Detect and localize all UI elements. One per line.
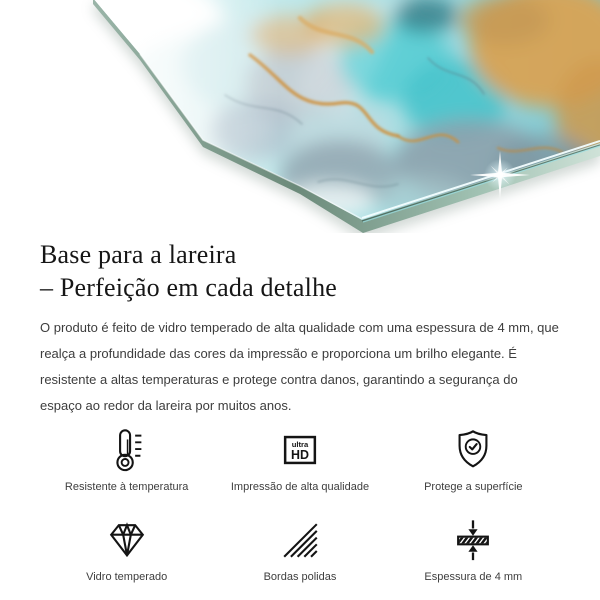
svg-text:ultra: ultra [291, 440, 309, 450]
feature-item-thickness [387, 517, 560, 583]
page-title [40, 238, 560, 304]
thermometer-icon [104, 427, 150, 473]
polished-edges-icon [277, 517, 323, 563]
feature-item-temperature [40, 427, 213, 493]
thickness-icon [450, 517, 496, 563]
feature-label: Impressão de alta qualidade [230, 481, 370, 493]
product-description-section [0, 238, 600, 583]
feature-label: Vidro temperado [86, 571, 168, 583]
product-image [0, 0, 600, 233]
feature-item-print-quality [213, 427, 386, 493]
feature-label: Protege a superfície [424, 481, 523, 493]
feature-label: Espessura de 4 mm [424, 571, 523, 583]
feature-item-polished-edges [213, 517, 386, 583]
feature-grid [40, 427, 560, 583]
shield-check-icon [450, 427, 496, 473]
product-description-text: O produto é feito de vidro temperado de alta qualidade com uma espessura de 4 mm, que realça a profundidade das cores da impressão e proporciona um brilho elegante. É resistente a altas temperaturas e protege contra danos, garantindo a segurança do espaço ao redor da lareira por muitos anos. [40, 320, 559, 413]
page-title-line2: – Perfeição em cada detalhe [40, 273, 338, 302]
svg-text:HD: HD [291, 448, 309, 463]
feature-item-protection [387, 427, 560, 493]
glass-panel-photo [0, 0, 600, 233]
page-title-line1: Base para a lareira [40, 240, 237, 269]
feature-item-tempered-glass [40, 517, 213, 583]
feature-label: Bordas polidas [263, 571, 337, 583]
diamond-icon [104, 517, 150, 563]
feature-label: Resistente à temperatura [64, 481, 189, 493]
ultra-hd-icon [277, 427, 323, 473]
